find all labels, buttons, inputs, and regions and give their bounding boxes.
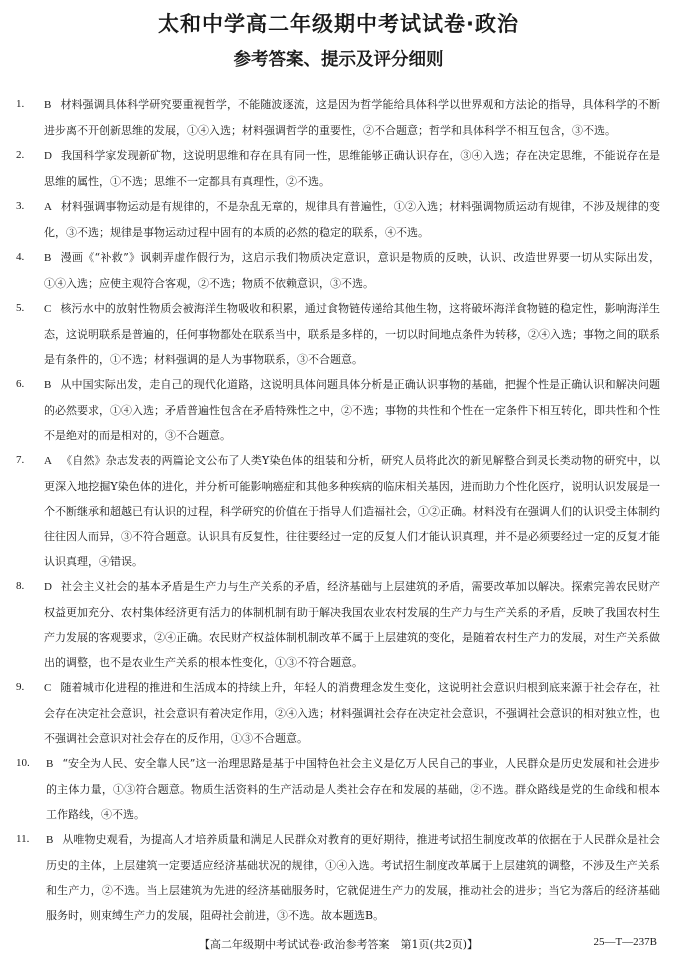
answer-letter: C xyxy=(44,682,52,694)
answer-explanation: 社会主义社会的基本矛盾是生产力与生产关系的矛盾，经济基础与上层建筑的矛盾，需要改革加以解决。探索完善农民财产权益更加充分、农村集体经济更有活力的体制机制有助于解决我国农业农村发展的生产力与生产关系的矛盾，反映了我国农村生产力发展的客观要求，②④正确。农民财产权益体制机制改革不属于上层建筑的变化，是随着农村生产力的发展，对生产关系做出的调整，也不是农业生产关系的根本性变化，①③不符合题意。 xyxy=(44,580,660,669)
question-number: 5. xyxy=(16,302,25,314)
question-number: 7. xyxy=(16,454,25,466)
answer-explanation: 从唯物史观看，为提高人才培养质量和满足人民群众对教育的更好期待，推进考试招生制度改革的依据在于人民群众是社会历史的主体，上层建筑一定要适应经济基础状况的规律，①④入选。考试招生制度改革属于上层建筑的调整，不涉及生产关系和生产力，②不选。当上层建筑为先进的经济基础服务时，它就促进生产力的发展，推动社会的进步；当它为落后的经济基础服务时，则束缚生产力的发展，阻碍社会前进，③不选。故本题选B。 xyxy=(46,833,660,922)
answer-letter: B xyxy=(44,252,52,264)
question-number: 10. xyxy=(16,757,30,769)
answer-letter: D xyxy=(44,581,52,593)
question-number: 4. xyxy=(16,251,25,263)
answer-item xyxy=(16,92,660,143)
page-title: 太和中学高二年级期中考试试卷·政治 xyxy=(158,12,519,36)
answer-letter: A xyxy=(44,455,52,467)
answer-explanation: 漫画《“补救”》讽刺弄虚作假行为，这启示我们物质决定意识，意识是物质的反映，认识、改造世界要一切从实际出发，①④入选；应使主观符合客观，②不选；物质不依赖意识，③不选。 xyxy=(44,251,660,290)
answer-letter: D xyxy=(44,150,52,162)
answer-letter: B xyxy=(44,99,52,111)
answer-item xyxy=(16,194,660,245)
footer-paper-code: 25—T—237B xyxy=(593,936,657,948)
answer-item xyxy=(16,296,660,372)
question-number: 2. xyxy=(16,149,25,161)
answer-item xyxy=(16,574,660,675)
question-number: 11. xyxy=(16,833,30,845)
answer-letter: A xyxy=(44,201,52,213)
question-number: 8. xyxy=(16,580,25,592)
page-subtitle: 参考答案、提示及评分细则 xyxy=(233,50,444,70)
answer-explanation: 从中国实际出发，走自己的现代化道路，这说明具体问题具体分析是正确认识事物的基础，把握个性是正确认识和解决问题的必然要求，①④入选；矛盾普遍性包含在矛盾特殊性之中，②不选；事物的共性和个性在一定条件下相互转化，即共性和个性不是绝对的而是相对的，③不合题意。 xyxy=(44,378,660,442)
question-number: 1. xyxy=(16,98,25,110)
answer-item xyxy=(16,143,660,194)
answer-explanation: 核污水中的放射性物质会被海洋生物吸收和积累，通过食物链传递给其他生物，这将破坏海洋食物链的稳定性，影响海洋生态，这说明联系是普遍的，任何事物都处在联系当中，联系是多样的，一切以时间地点条件为转移，②④入选；事物之间的联系是有条件的，①不选；材料强调的是人为事物联系，③不合题意。 xyxy=(44,302,660,366)
answer-explanation: 材料强调事物运动是有规律的，不是杂乱无章的，规律具有普遍性，①②入选；材料强调物质运动有规律，不涉及规律的变化，③不选；规律是事物运动过程中固有的本质的必然的稳定的联系，④不选。 xyxy=(44,200,660,239)
answer-item xyxy=(16,827,660,928)
answer-explanation: “安全为人民、安全靠人民”这一治理思路是基于中国特色社会主义是亿万人民自己的事业，人民群众是历史发展和社会进步的主体力量，①③符合题意。物质生活资料的生产活动是人类社会存在和发展的基础，②不选。群众路线是党的生命线和根本工作路线，④不选。 xyxy=(46,757,660,821)
question-number: 9. xyxy=(16,681,25,693)
answer-item xyxy=(16,245,660,296)
answer-letter: B xyxy=(46,834,54,846)
answer-explanation: 随着城市化进程的推进和生活成本的持续上升，年轻人的消费理念发生变化，这说明社会意识归根到底来源于社会存在，社会存在决定社会意识，社会意识有着决定作用，②④入选；材料强调社会存在决定社会意识，不强调社会意识的相对独立性，也不强调社会意识对社会存在的反作用，①③不合题意。 xyxy=(44,681,660,745)
answer-letter: B xyxy=(44,379,52,391)
answer-explanation: 材料强调具体科学研究要重视哲学，不能随波逐流，这是因为哲学能给具体科学以世界观和方法论的指导，具体科学的不断进步离不开创新思维的发展，①④入选；材料强调哲学的重要性，②不合题意；哲学和具体科学不相互包含，③不选。 xyxy=(44,98,660,137)
answer-item xyxy=(16,751,660,827)
answer-item xyxy=(16,372,660,448)
question-number: 6. xyxy=(16,378,25,390)
footer-page-info: 【高二年级期中考试试卷·政治参考答案 第1页(共2页)】 xyxy=(198,938,479,951)
answer-letter: C xyxy=(44,303,52,315)
answer-explanation: 《自然》杂志发表的两篇论文公布了人类Y染色体的组装和分析，研究人员将此次的新见解整合到灵长类动物的研究中，以更深入地挖掘Y染色体的进化，并分析可能影响癌症和其他多种疾病的临床相关基因，进而助力个性化医疗，说明认识发展是一个不断继承和超越已有认识的过程，科学研究的价值在于指导人们造福社会，①②正确。材料没有在强调人们的认识受主体制约往往因人而异，③不符合题意。认识具有反复性，往往要经过一定的反复人们才能认识真理，并不是必须要经过一定的反复才能认识真理，④错误。 xyxy=(44,454,660,568)
answer-item xyxy=(16,448,660,574)
answer-item xyxy=(16,675,660,751)
question-number: 3. xyxy=(16,200,25,212)
answer-list xyxy=(16,92,660,928)
answer-letter: B xyxy=(46,758,54,770)
answer-explanation: 我国科学家发现新矿物，这说明思维和存在具有同一性，思维能够正确认识存在，③④入选；存在决定思维，不能说存在是思维的属性，①不选；思维不一定都具有真理性，②不选。 xyxy=(44,149,660,188)
